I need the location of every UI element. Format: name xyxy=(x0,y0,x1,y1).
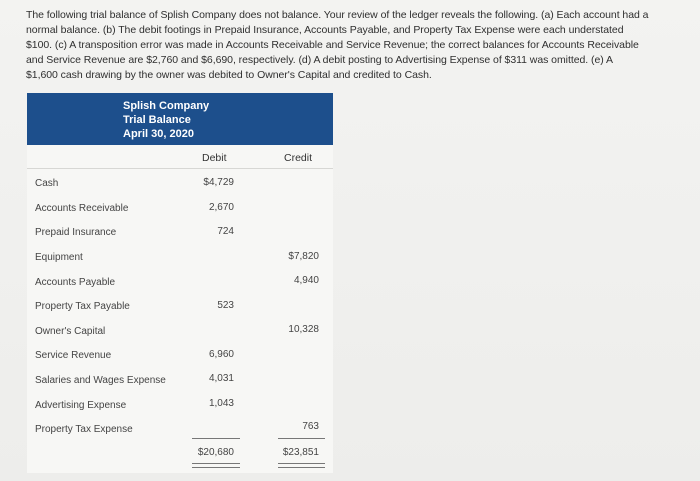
account-name: Accounts Receivable xyxy=(35,203,129,214)
problem-line: normal balance. (b) The debit footings in Prepaid Insurance, Accounts Payable, and Property Tax Expense were each understated xyxy=(26,24,624,36)
debit-amount: $4,729 xyxy=(203,177,234,188)
debit-column-header: Debit xyxy=(202,152,227,164)
account-name: Service Revenue xyxy=(35,350,112,361)
problem-statement xyxy=(26,8,656,83)
credit-column-header: Credit xyxy=(284,152,313,164)
trial-balance-table xyxy=(27,93,333,473)
debit-amount: 2,670 xyxy=(208,202,234,213)
header-divider xyxy=(27,168,333,169)
credit-amount: 763 xyxy=(302,421,319,432)
total-credit-amount: $23,851 xyxy=(282,447,319,458)
debit-amount: 724 xyxy=(217,226,234,237)
debit-total-rule xyxy=(192,438,240,439)
statement-title: Trial Balance xyxy=(123,114,191,126)
credit-total-rule xyxy=(278,438,325,439)
account-name: Prepaid Insurance xyxy=(35,227,117,238)
debit-amount: 4,031 xyxy=(208,373,234,384)
problem-line: $1,600 cash drawing by the owner was debited to Owner's Capital and credited to Cash. xyxy=(26,69,432,81)
company-name: Splish Company xyxy=(123,100,210,112)
credit-amount: $7,820 xyxy=(288,251,319,262)
account-name: Accounts Payable xyxy=(35,277,116,288)
credit-double-rule xyxy=(278,463,325,468)
debit-double-rule xyxy=(192,463,240,468)
debit-amount: 523 xyxy=(217,300,234,311)
debit-amount: 1,043 xyxy=(208,398,234,409)
account-name: Equipment xyxy=(35,252,83,263)
account-name: Cash xyxy=(35,178,59,189)
account-name: Advertising Expense xyxy=(35,400,127,411)
statement-date: April 30, 2020 xyxy=(123,128,194,140)
credit-amount: 10,328 xyxy=(288,324,319,335)
problem-line: and Service Revenue are $2,760 and $6,690, respectively. (d) A debit posting to Advertising Expense of $311 was omitted. (e) A xyxy=(26,54,613,66)
account-name: Salaries and Wages Expense xyxy=(35,375,166,386)
credit-amount: 4,940 xyxy=(293,275,319,286)
total-debit-amount: $20,680 xyxy=(197,447,234,458)
account-name: Property Tax Payable xyxy=(35,301,130,312)
table-header xyxy=(27,93,333,145)
account-name: Property Tax Expense xyxy=(35,424,133,435)
problem-line: The following trial balance of Splish Company does not balance. Your review of the ledger reveals the following. (a) Each account had a xyxy=(26,9,649,21)
problem-line: $100. (c) A transposition error was made in Accounts Receivable and Service Revenue; the correct balances for Accounts Receivable xyxy=(26,39,639,51)
account-name: Owner's Capital xyxy=(35,326,106,337)
debit-amount: 6,960 xyxy=(208,349,234,360)
